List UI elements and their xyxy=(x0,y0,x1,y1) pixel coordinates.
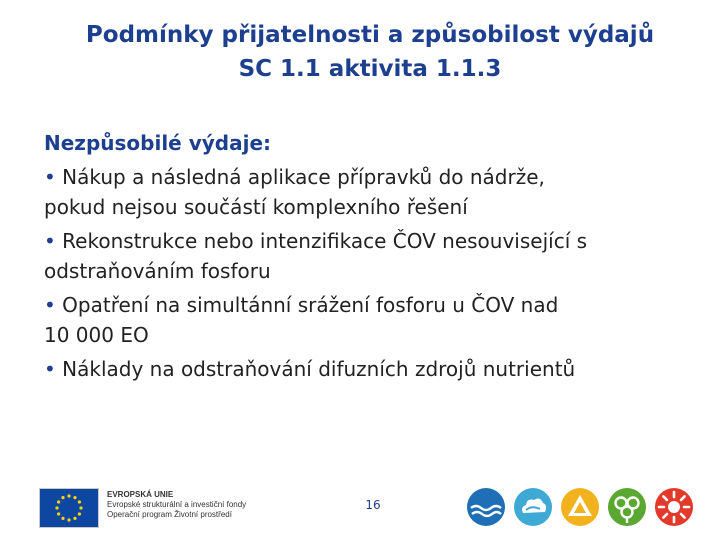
bullet-item xyxy=(44,162,684,222)
eu-flag-icon xyxy=(39,488,99,528)
bullet-marker: • xyxy=(44,357,56,381)
water-drop-icon xyxy=(465,486,507,528)
tree-icon xyxy=(606,486,648,528)
eu-stars-icon xyxy=(40,489,98,527)
bullet-text-line: Náklady na odstraňování difuzních zdrojů nutrientů xyxy=(62,357,576,381)
title-line-2: SC 1.1 aktivita 1.1.3 xyxy=(238,56,502,82)
triangle-icon xyxy=(559,486,601,528)
bullet-text-line: 10 000 EO xyxy=(44,323,149,347)
bullet-marker: • xyxy=(44,293,56,317)
eu-name: EVROPSKÁ UNIE xyxy=(107,490,174,499)
bullet-item xyxy=(44,354,684,384)
slide-title xyxy=(40,18,700,86)
slide-content xyxy=(44,128,684,384)
bullet-marker: • xyxy=(44,229,56,253)
bullet-marker: • xyxy=(44,165,56,189)
bullet-text-line: odstraňováním fosforu xyxy=(44,259,271,283)
bullet-text-line: Opatření na simultánní srážení fosforu u ČOV nad xyxy=(62,293,559,317)
bullet-item xyxy=(44,226,684,286)
section-heading: Nezpůsobilé výdaje: xyxy=(44,131,272,155)
bullet-text-line: pokud nejsou součástí komplexního řešení xyxy=(44,195,468,219)
eu-fund: Evropské strukturální a investiční fondy xyxy=(107,500,247,509)
bullet-item xyxy=(44,290,684,350)
eu-text-block xyxy=(107,490,277,520)
sun-icon xyxy=(653,486,695,528)
cloud-icon xyxy=(512,486,554,528)
title-line-1: Podmínky přijatelnosti a způsobilost výdajů xyxy=(85,22,655,48)
page-number: 16 xyxy=(365,498,381,512)
bullet-text-line: Rekonstrukce nebo intenzifikace ČOV nesouvisející s xyxy=(62,229,588,253)
eu-program: Operační program Životní prostředí xyxy=(107,510,232,519)
slide-footer xyxy=(0,478,720,540)
bullet-text-line: Nákup a následná aplikace přípravků do nádrže, xyxy=(62,165,545,189)
program-logos xyxy=(465,486,695,532)
